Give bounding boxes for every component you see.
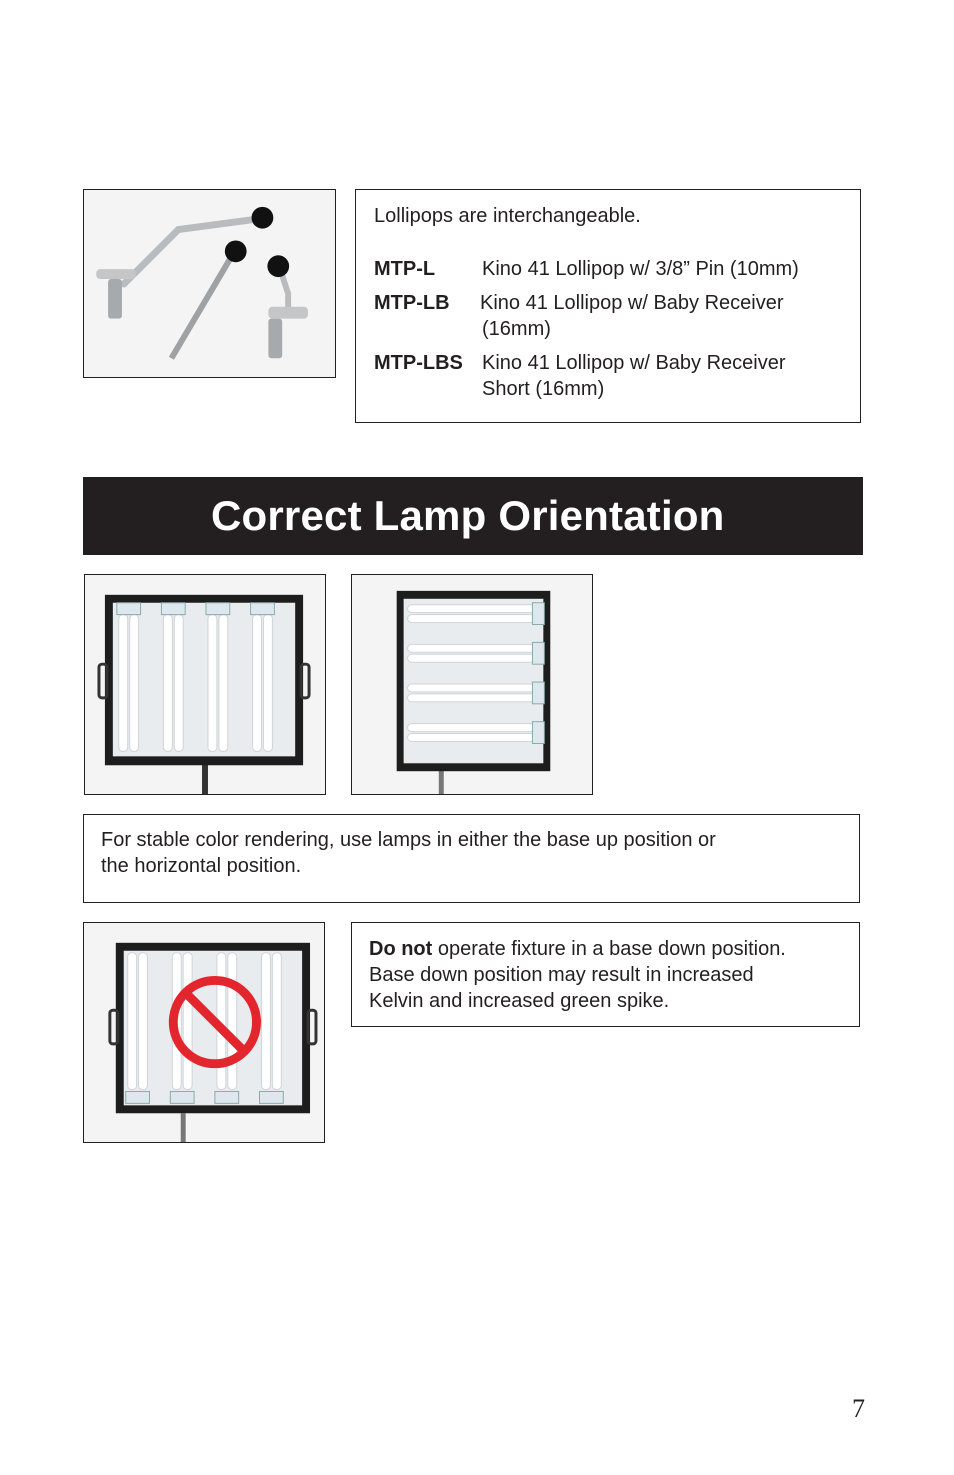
section-title: Correct Lamp Orientation — [211, 492, 725, 539]
part-code-mtp-l: MTP-L — [374, 258, 436, 280]
lollipop-hardware-photo — [83, 189, 336, 378]
part-desc-mtp-lbs-line1: Kino 41 Lollipop w/ Baby Receiver — [482, 352, 786, 374]
part-desc-mtp-lb-line1: Kino 41 Lollipop w/ Baby Receiver — [480, 292, 784, 314]
fixture-horizontal-photo — [351, 574, 593, 795]
fixture-base-up-photo — [84, 574, 326, 795]
stable-note-line1: For stable color rendering, use lamps in either the base up position or — [101, 829, 716, 851]
warning-emphasis: Do not — [369, 938, 433, 960]
part-desc-mtp-l: Kino 41 Lollipop w/ 3/8” Pin (10mm) — [482, 258, 799, 280]
fixture-horizontal-illustration — [352, 575, 592, 794]
warning-line3: Kelvin and increased green spike. — [369, 990, 670, 1012]
lollipop-illustration — [84, 190, 335, 377]
warning-line1-rest: operate fixture in a base down position. — [432, 938, 786, 960]
stable-note-line2: the horizontal position. — [101, 855, 302, 877]
part-desc-mtp-lb-line2: (16mm) — [482, 318, 551, 340]
fixture-base-down-illustration — [84, 923, 324, 1142]
part-code-mtp-lb: MTP-LB — [374, 292, 450, 314]
stable-color-note — [83, 814, 860, 903]
warning-line2: Base down position may result in increased — [369, 964, 754, 986]
part-code-mtp-lbs: MTP-LBS — [374, 352, 463, 374]
lollipop-info-box — [355, 189, 861, 423]
lollipop-intro: Lollipops are interchangeable. — [374, 205, 641, 227]
part-desc-mtp-lbs-line2: Short (16mm) — [482, 378, 605, 400]
warning-line1 — [369, 936, 786, 962]
base-down-warning — [351, 922, 860, 1027]
page-number: 7 — [852, 1394, 865, 1423]
fixture-base-down-photo — [83, 922, 325, 1143]
section-banner — [83, 477, 863, 555]
fixture-vertical-illustration — [85, 575, 325, 794]
